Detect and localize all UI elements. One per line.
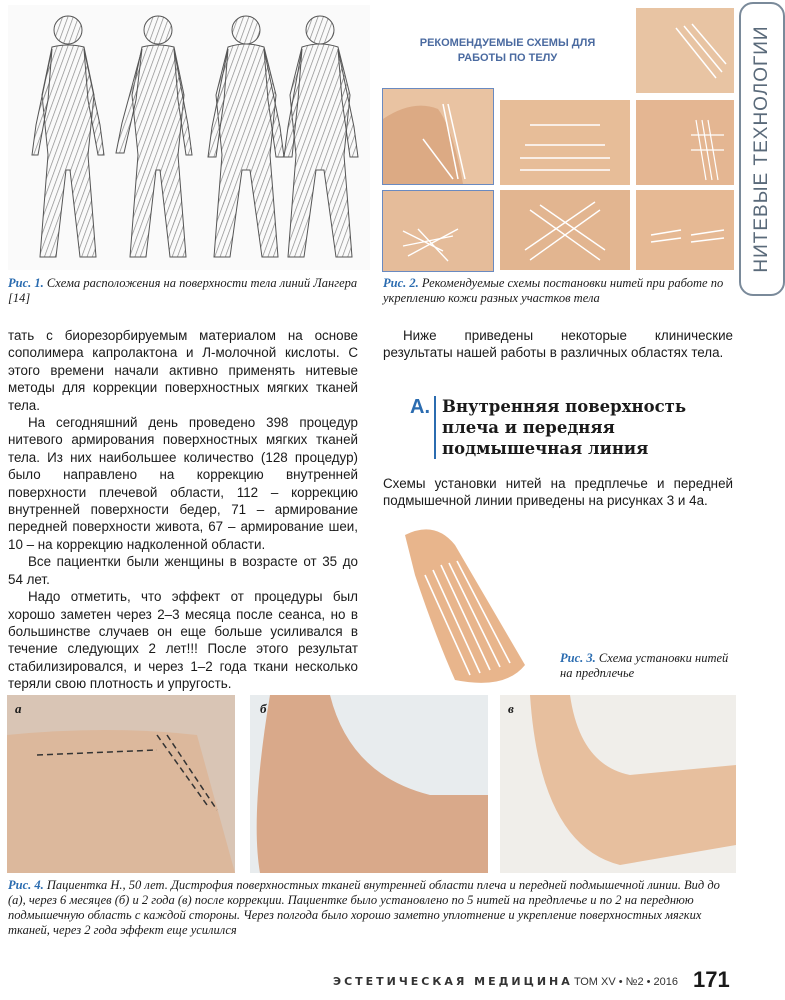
right-section-text xyxy=(383,475,733,510)
fig2-lower-abdomen-photo xyxy=(500,190,630,270)
left-paragraph-2: На сегодняшний день проведено 398 процедур нитевого армирования поверхностных мягких тканей тела. Из них наибольшее количество (128 процедур) было направлено на коррекцию внутренней поверхности плечевой области, 112 – коррекцию внутренней поверхности бедер, 71 – армирование передней поверхности живота, 67 – армирование шеи, 10 – на коррекцию надколенной области. xyxy=(8,415,358,552)
fig2-heading xyxy=(385,36,630,66)
fig4-photo-b-label: б xyxy=(260,701,267,716)
fig4-photo-a-label: а xyxy=(15,701,22,716)
left-paragraph-1: тать с биорезорбируемым материалом на основе сополимера капролактона и Л-молочной кислоты. С этого времени начали активно применять нитевые методы для коррекции поверхностных мягких тканей тела. xyxy=(8,328,358,413)
left-paragraph-3: Все пациентки были женщины в возрасте от 35 до 54 лет. xyxy=(8,554,358,587)
footer-issue: ТОМ XV • №2 • 2016 xyxy=(574,976,678,988)
fig4-photo-c xyxy=(500,695,736,873)
fig2-arm-photo xyxy=(636,8,734,93)
left-paragraph-4: Надо отметить, что эффект от процедуры был хорошо заметен через 2–3 месяца после сеанса, но в большинстве случаев он еще больше усиливался в течение следующих 2 лет!!! После этого результат стабилизировался, и через 1–2 года ткани несколько теряли свою плотность и упругость. xyxy=(8,589,358,692)
fig1-caption xyxy=(8,276,368,306)
right-intro-text xyxy=(383,327,733,362)
section-side-tab xyxy=(739,2,785,296)
fig2-knee-photo xyxy=(636,190,734,270)
fig4-label: Рис. 4. xyxy=(8,878,44,892)
section-letter: А. xyxy=(410,396,430,418)
fig2-decollete-photo xyxy=(382,190,494,272)
fig4-caption xyxy=(8,878,733,938)
right-intro-paragraph: Ниже приведены некоторые клинические результаты нашей работы в различных областях тела. xyxy=(383,328,733,361)
fig1-caption-text: Схема расположения на поверхности тела линий Лангера [14] xyxy=(8,276,358,305)
section-title: Внутренняя поверхность плеча и передняя подмышечная линия xyxy=(434,396,712,459)
fig2-heading-line1: РЕКОМЕНДУЕМЫЕ СХЕМЫ ДЛЯ xyxy=(419,37,596,49)
footer-journal-name: ЭСТЕТИЧЕСКАЯ МЕДИЦИНА xyxy=(333,975,573,988)
fig2-thigh-photo xyxy=(636,100,734,185)
fig1-langer-lines-image xyxy=(8,5,370,270)
fig2-caption-text: Рекомендуемые схемы постановки нитей при работе по укреплению кожи разных участков тела xyxy=(383,276,724,305)
fig3-caption xyxy=(560,651,735,681)
fig2-caption xyxy=(383,276,733,306)
fig2-heading-line2: РАБОТЫ ПО ТЕЛУ xyxy=(457,52,558,64)
fig4-photo-a xyxy=(7,695,235,873)
left-column-text xyxy=(8,327,358,693)
fig4-caption-text: Пациентка Н., 50 лет. Дистрофия поверхностных тканей внутренней области плеча и передней подмышечной линии. Вид до (а), через 6 месяцев (б) и 2 года (в) после коррекции. Пациентке было установлено по 5 нитей на предплечье и по 2 на переднюю подмышечную область с каждой стороны. Через полгода было хорошо заметно уплотнение и укрепление поверхностных мягких тканей, через 2 года эффект еще усилился xyxy=(8,878,720,937)
right-section-paragraph: Схемы установки нитей на предплечье и передней подмышечной линии приведены на рисунках 3 и 4а. xyxy=(383,476,733,509)
fig4-photo-b xyxy=(250,695,488,873)
footer-page-number: 171 xyxy=(693,967,730,992)
fig2-label: Рис. 2. xyxy=(383,276,419,290)
footer xyxy=(333,967,733,994)
fig2-neck-photo xyxy=(382,88,494,185)
fig3-label: Рис. 3. xyxy=(560,651,596,665)
fig3-caption-text: Схема установки нитей на предплечье xyxy=(560,651,729,680)
fig4-photo-c-label: в xyxy=(508,701,514,716)
fig2-abdomen-photo xyxy=(500,100,630,185)
fig3-forearm-photo xyxy=(395,515,565,685)
side-tab-label: НИТЕВЫЕ ТЕХНОЛОГИИ xyxy=(751,25,772,273)
fig1-label: Рис. 1. xyxy=(8,276,44,290)
